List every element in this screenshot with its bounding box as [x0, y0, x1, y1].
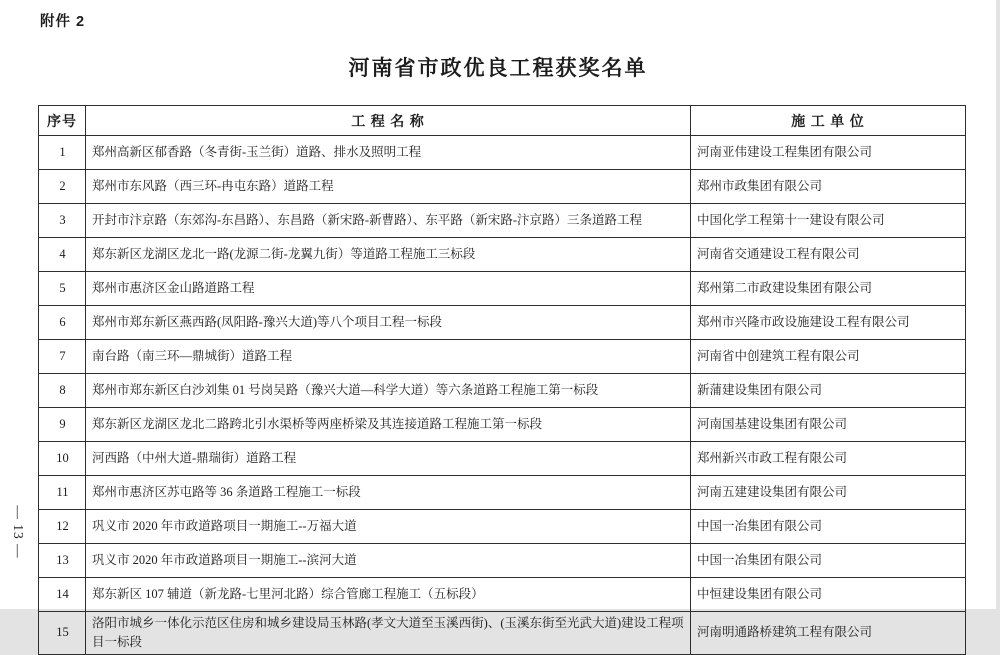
row-project: 郑州市惠济区苏屯路等 36 条道路工程施工一标段	[86, 476, 691, 510]
row-index: 4	[39, 238, 86, 272]
row-project: 开封市汴京路（东郊沟-东昌路）、东昌路（新宋路-新曹路）、东平路（新宋路-汴京路）三条道路工程	[86, 204, 691, 238]
row-index: 12	[39, 510, 86, 544]
row-contractor: 河南国基建设集团有限公司	[691, 408, 966, 442]
row-project: 郑州市东风路（西三环-冉屯东路）道路工程	[86, 170, 691, 204]
row-index: 6	[39, 306, 86, 340]
awards-table	[38, 105, 966, 655]
table-row	[39, 442, 966, 476]
table-header-row	[39, 106, 966, 136]
row-index: 13	[39, 544, 86, 578]
row-contractor: 中国化学工程第十一建设有限公司	[691, 204, 966, 238]
row-contractor: 郑州新兴市政工程有限公司	[691, 442, 966, 476]
table-row	[39, 408, 966, 442]
row-contractor: 中国一冶集团有限公司	[691, 544, 966, 578]
header-index: 序号	[39, 106, 86, 136]
page-title: 河南省市政优良工程获奖名单	[348, 57, 648, 80]
row-project: 郑州高新区郁香路（冬青街-玉兰街）道路、排水及照明工程	[86, 136, 691, 170]
table-row	[39, 578, 966, 612]
row-index: 10	[39, 442, 86, 476]
row-index: 8	[39, 374, 86, 408]
table-row	[39, 204, 966, 238]
row-contractor: 郑州第二市政建设集团有限公司	[691, 272, 966, 306]
row-index: 15	[39, 612, 86, 655]
row-index: 9	[39, 408, 86, 442]
row-contractor: 河南五建建设集团有限公司	[691, 476, 966, 510]
attachment-label: 附件 2	[40, 14, 86, 30]
row-index: 5	[39, 272, 86, 306]
row-contractor: 新蒲建设集团有限公司	[691, 374, 966, 408]
table-row	[39, 306, 966, 340]
row-index: 7	[39, 340, 86, 374]
row-project: 郑东新区龙湖区龙北二路跨北引水渠桥等两座桥梁及其连接道路工程施工第一标段	[86, 408, 691, 442]
table-row	[39, 136, 966, 170]
table-row	[39, 374, 966, 408]
row-contractor: 中国一冶集团有限公司	[691, 510, 966, 544]
row-index: 1	[39, 136, 86, 170]
row-contractor: 郑州市兴隆市政设施建设工程有限公司	[691, 306, 966, 340]
header-contractor: 施 工 单 位	[691, 106, 966, 136]
table-body	[39, 136, 966, 655]
row-project: 巩义市 2020 年市政道路项目一期施工--万福大道	[86, 510, 691, 544]
table-row	[39, 510, 966, 544]
table-row	[39, 544, 966, 578]
row-contractor: 郑州市政集团有限公司	[691, 170, 966, 204]
table-row	[39, 238, 966, 272]
table-row	[39, 476, 966, 510]
row-project: 郑东新区龙湖区龙北一路(龙源二街-龙翼九街）等道路工程施工三标段	[86, 238, 691, 272]
row-contractor: 河南亚伟建设工程集团有限公司	[691, 136, 966, 170]
row-contractor: 河南省中创建筑工程有限公司	[691, 340, 966, 374]
row-project: 郑州市郑东新区燕西路(凤阳路-豫兴大道)等八个项目工程一标段	[86, 306, 691, 340]
row-project: 郑州市惠济区金山路道路工程	[86, 272, 691, 306]
row-project: 河西路（中州大道-鼎瑞街）道路工程	[86, 442, 691, 476]
row-index: 3	[39, 204, 86, 238]
row-index: 2	[39, 170, 86, 204]
row-project: 南台路（南三环—鼎城街）道路工程	[86, 340, 691, 374]
header-project-name: 工 程 名 称	[86, 106, 691, 136]
table-row	[39, 612, 966, 655]
row-contractor: 中恒建设集团有限公司	[691, 578, 966, 612]
row-project: 洛阳市城乡一体化示范区住房和城乡建设局玉林路(孝文大道至玉溪西街)、(玉溪东街至光武大道)建设工程项目一标段	[86, 612, 691, 655]
row-index: 11	[39, 476, 86, 510]
row-project: 郑州市郑东新区白沙刘集 01 号岗吴路（豫兴大道—科学大道）等六条道路工程施工第一标段	[86, 374, 691, 408]
row-index: 14	[39, 578, 86, 612]
row-contractor: 河南省交通建设工程有限公司	[691, 238, 966, 272]
table-row	[39, 340, 966, 374]
table-row	[39, 272, 966, 306]
row-contractor: 河南明通路桥建筑工程有限公司	[691, 612, 966, 655]
row-project: 巩义市 2020 年市政道路项目一期施工--滨河大道	[86, 544, 691, 578]
table-row	[39, 170, 966, 204]
page-number: — 13 —	[11, 505, 26, 559]
row-project: 郑东新区 107 辅道（新龙路-七里河北路）综合管廊工程施工（五标段）	[86, 578, 691, 612]
